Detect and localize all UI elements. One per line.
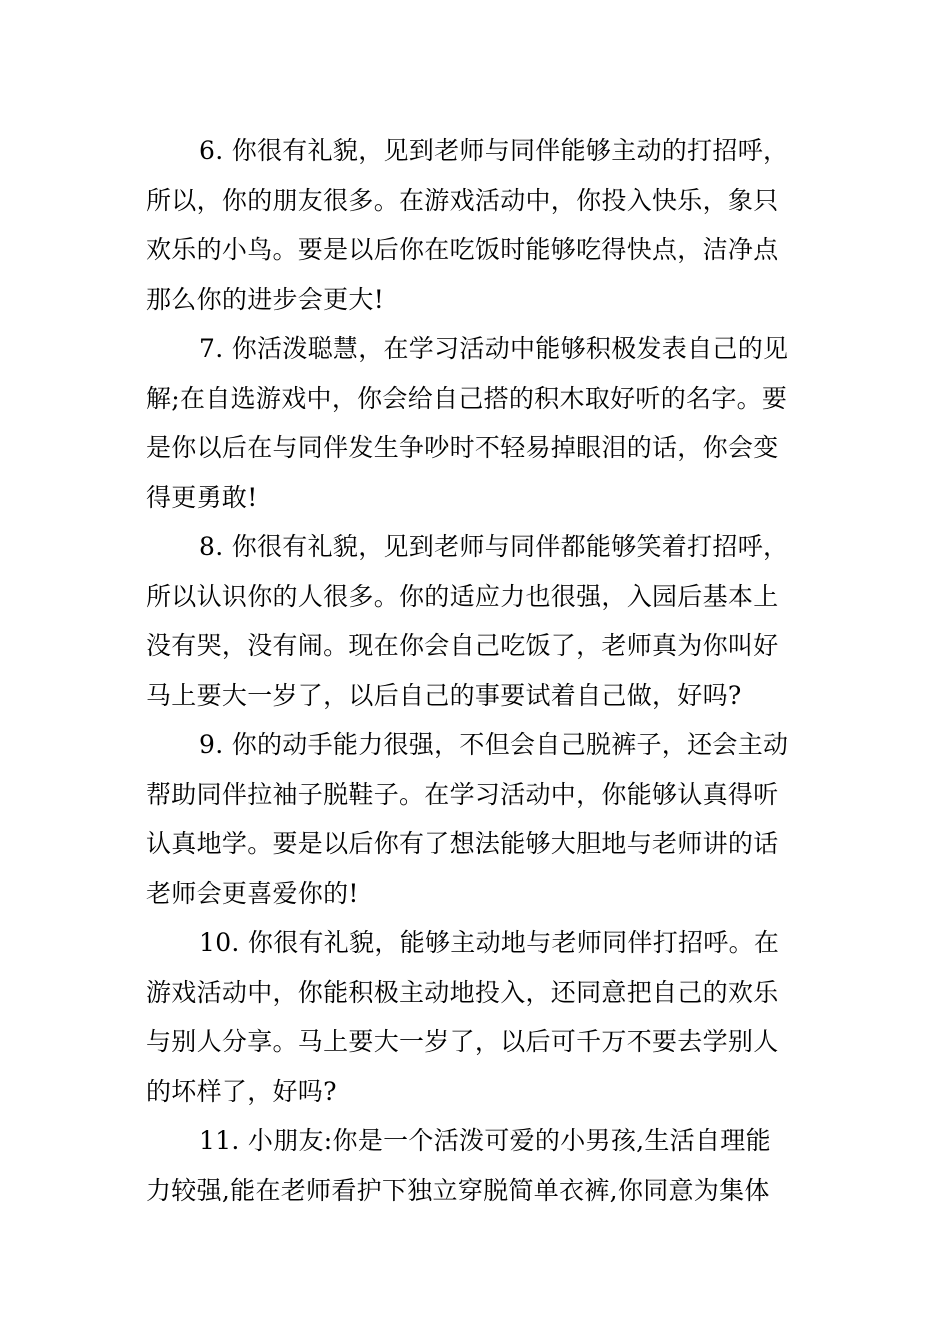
text-line: 6. 你很有礼貌，见到老师与同伴能够主动的打招呼，	[199, 136, 789, 165]
text-line: 8. 你很有礼貌，见到老师与同伴都能够笑着打招呼，	[199, 532, 789, 561]
paragraph-10	[146, 918, 808, 1116]
text-line: 帮助同伴拉袖子脱鞋子。在学习活动中，你能够认真得听	[146, 779, 779, 809]
paragraph-9	[146, 720, 808, 918]
text-line: 那么你的进步会更大!	[146, 284, 385, 314]
text-line: 认真地学。要是以后你有了想法能够大胆地与老师讲的话	[146, 829, 779, 858]
text-line: 没有哭，没有闹。现在你会自己吃饭了，老师真为你叫好	[146, 631, 779, 660]
text-line: 马上要大一岁了，以后自己的事要试着自己做，好吗?	[146, 680, 742, 710]
paragraph-6	[146, 126, 808, 324]
text-line: 得更勇敢!	[146, 482, 258, 512]
text-line: 9. 你的动手能力很强，不但会自己脱裤子，还会主动	[199, 730, 789, 759]
text-line: 欢乐的小鸟。要是以后你在吃饭时能够吃得快点，洁净点	[146, 235, 779, 264]
text-line: 与别人分享。马上要大一岁了，以后可千万不要去学别人	[146, 1027, 779, 1056]
text-line: 10. 你很有礼貌，能够主动地与老师同伴打招呼。在	[199, 928, 780, 957]
text-line: 的坏样了，好吗?	[146, 1076, 337, 1106]
paragraph-7	[146, 324, 808, 522]
text-line: 11. 小朋友:你是一个活泼可爱的小男孩,生活自理能	[199, 1126, 771, 1155]
text-line: 解;在自选游戏中，你会给自己搭的积木取好听的名字。要	[146, 383, 788, 413]
text-line: 游戏活动中，你能积极主动地投入，还同意把自己的欢乐	[146, 977, 779, 1007]
text-line: 是你以后在与同伴发生争吵时不轻易掉眼泪的话，你会变	[146, 433, 779, 462]
text-line: 力较强,能在老师看护下独立穿脱简单衣裤,你同意为集体	[146, 1175, 770, 1205]
paragraph-8	[146, 522, 808, 720]
document-body	[146, 126, 808, 1215]
text-line: 所以，你的朋友很多。在游戏活动中，你投入快乐，象只	[146, 185, 779, 215]
text-line: 所以认识你的人很多。你的适应力也很强，入园后基本上	[146, 581, 779, 611]
text-line: 7. 你活泼聪慧，在学习活动中能够积极发表自己的见	[199, 334, 789, 363]
paragraph-11	[146, 1116, 808, 1215]
text-line: 老师会更喜爱你的!	[146, 878, 359, 908]
